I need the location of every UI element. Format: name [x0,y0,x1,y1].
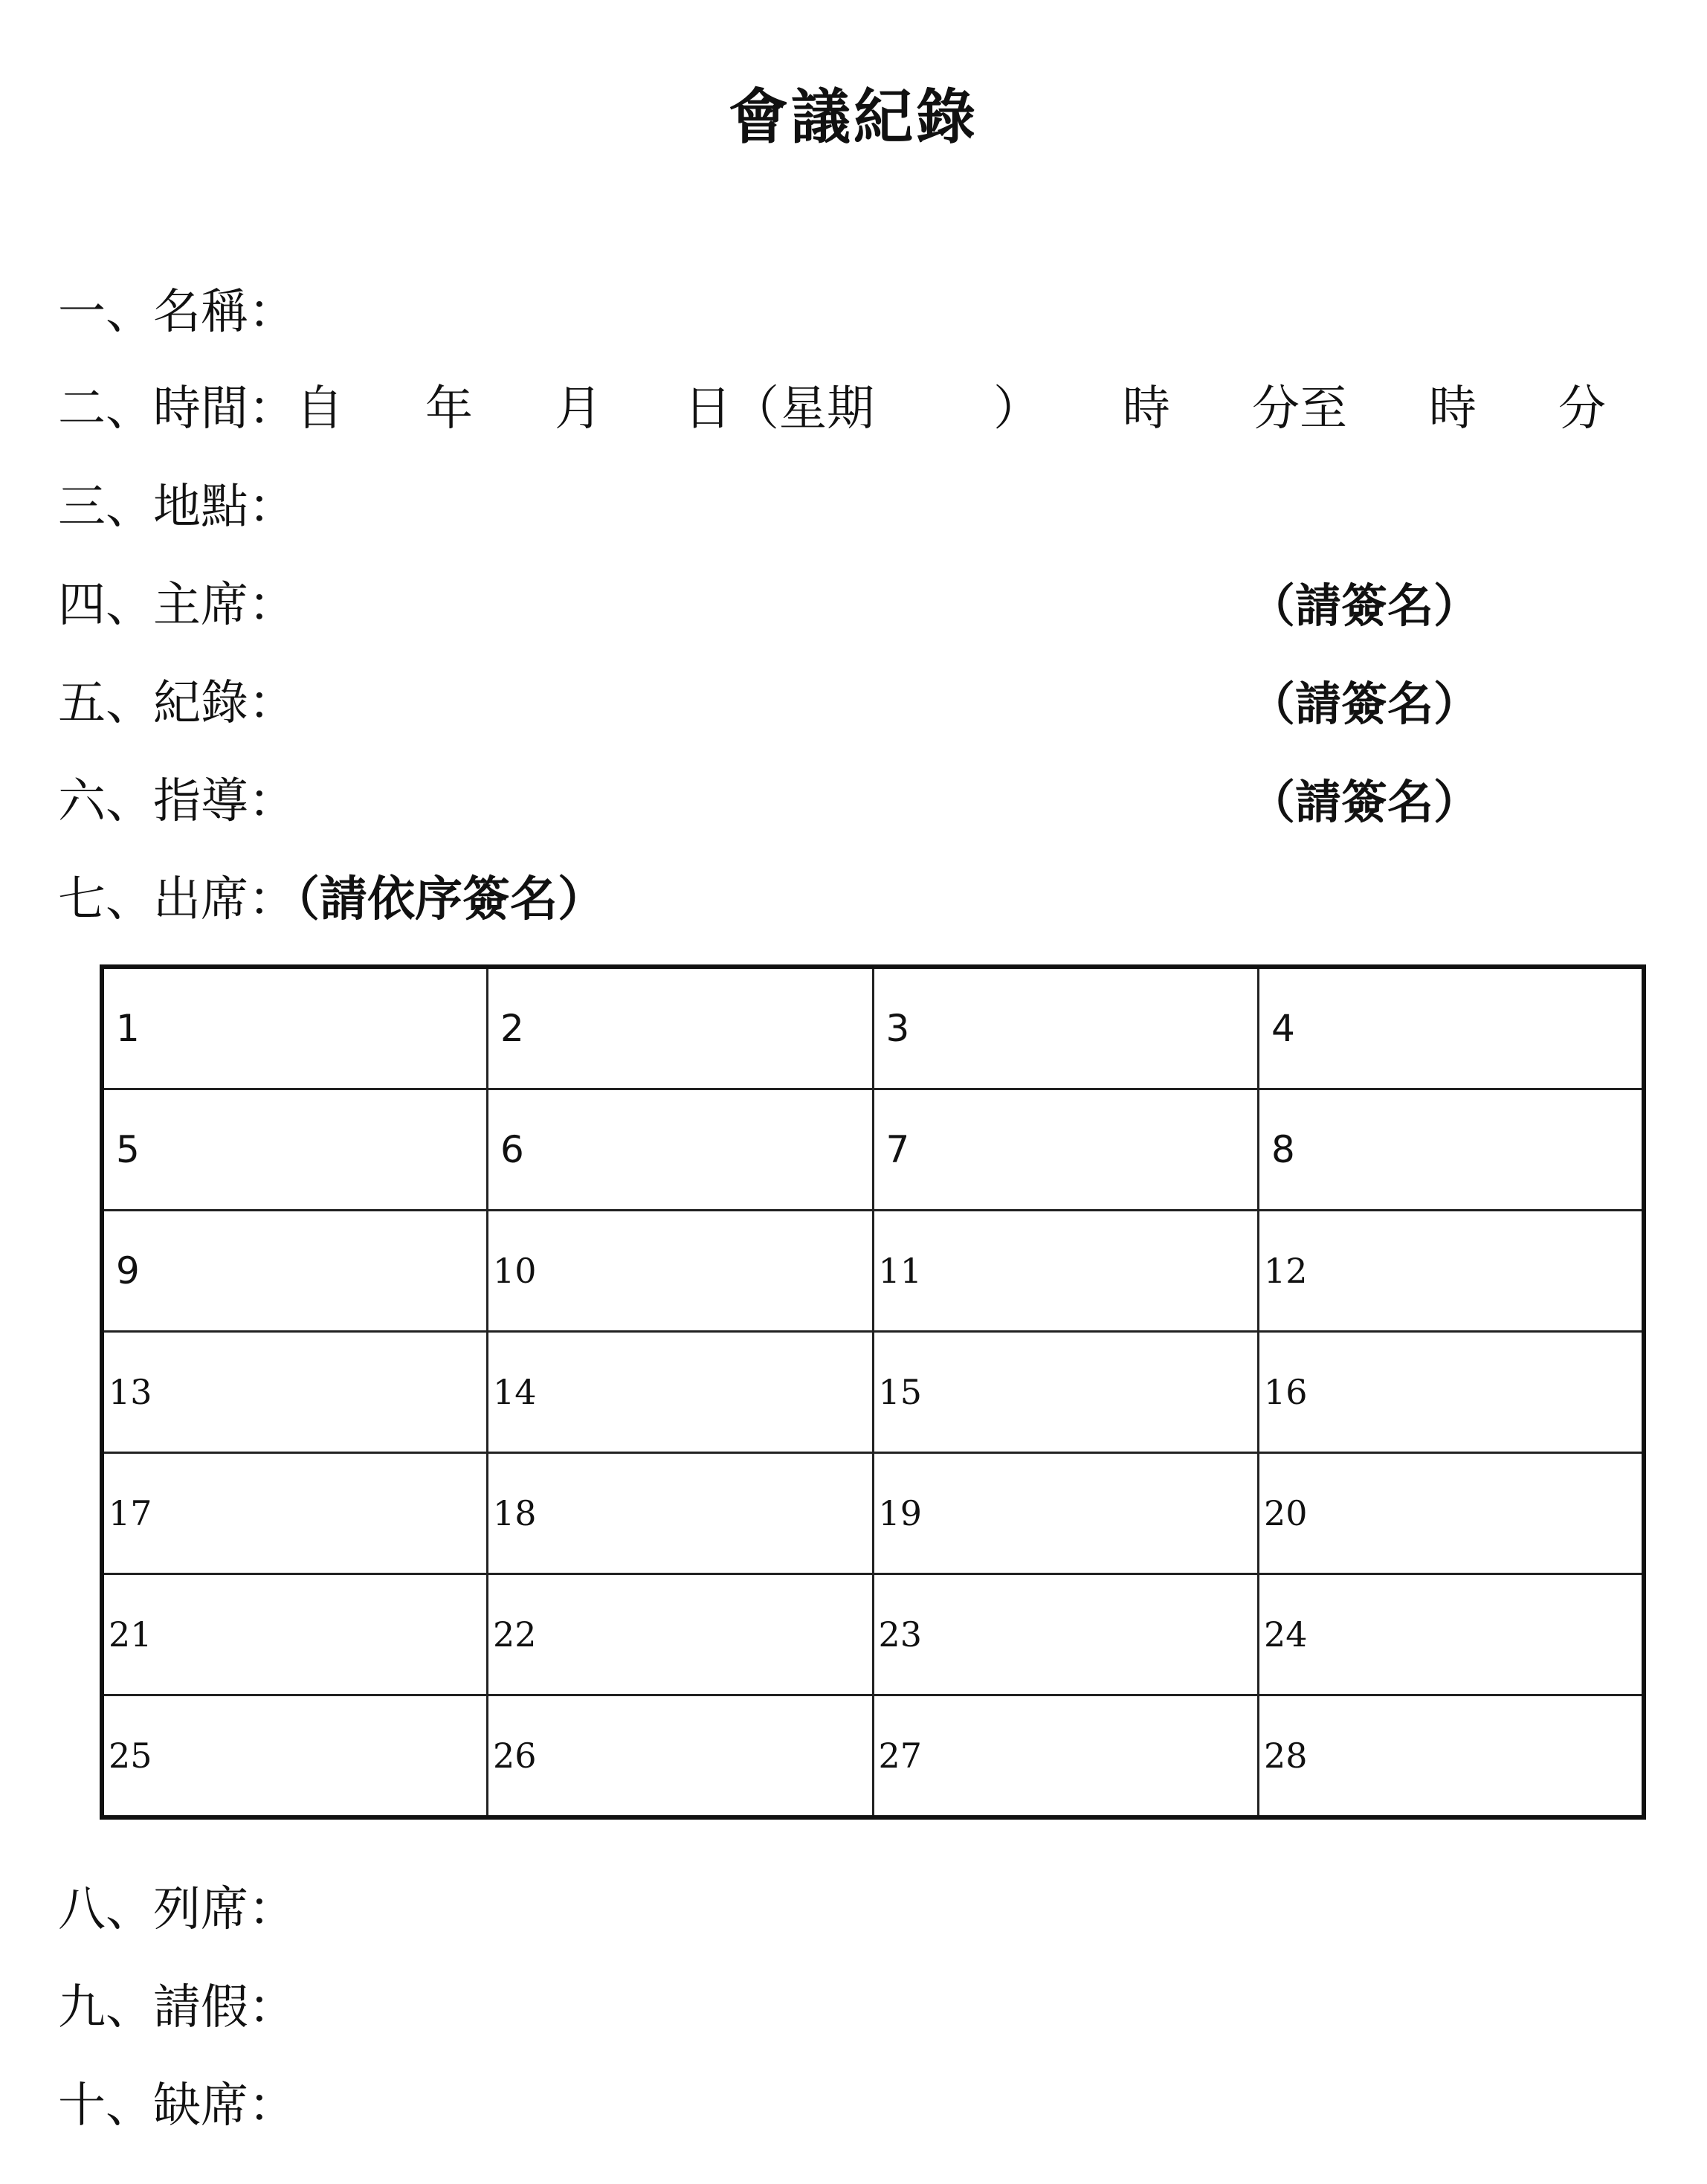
table-row [102,967,1644,1089]
signature-cell[interactable]: 15 [873,1332,1259,1453]
signature-cell[interactable]: 7 [873,1089,1259,1211]
signature-cell[interactable]: 12 [1259,1211,1645,1332]
table-row [102,1089,1644,1211]
attendance-signature-grid [100,964,1646,1820]
attendance-field [58,872,605,927]
chair-field[interactable]: 四、主席： [58,578,296,633]
table-row [102,1574,1644,1695]
advisor-field[interactable]: 六、指導： [58,774,296,829]
signature-cell[interactable]: 13 [102,1332,488,1453]
recorder-sign-note: （請簽名） [1249,677,1480,731]
signature-cell[interactable]: 27 [873,1695,1259,1818]
signature-cell[interactable]: 21 [102,1574,488,1695]
name-field[interactable]: 一、名稱： [58,285,296,340]
time-field[interactable] [58,381,1649,437]
signature-cell[interactable]: 19 [873,1453,1259,1574]
signature-cell[interactable]: 9 [102,1211,488,1332]
time-minute-to: 分至 [1252,381,1347,437]
signature-cell[interactable]: 10 [488,1211,874,1332]
signature-cell[interactable]: 20 [1259,1453,1645,1574]
signature-cell[interactable]: 23 [873,1574,1259,1695]
signature-cell[interactable]: 4 [1259,967,1645,1089]
signature-cell[interactable]: 1 [102,967,488,1089]
signature-cell[interactable]: 18 [488,1453,874,1574]
table-row [102,1332,1644,1453]
time-hour-start: 時 [1123,381,1170,437]
signature-cell[interactable]: 28 [1259,1695,1645,1818]
leave-field[interactable]: 九、請假： [58,1980,296,2035]
table-row [102,1453,1644,1574]
place-field[interactable]: 三、地點： [58,480,296,535]
signature-cell[interactable]: 11 [873,1211,1259,1332]
time-minute-end: 分 [1558,381,1606,437]
absent-field[interactable]: 十、缺席： [58,2078,296,2133]
signature-cell[interactable]: 25 [102,1695,488,1818]
time-label: 二、時間： [58,381,296,437]
chair-sign-note: （請簽名） [1249,579,1480,633]
time-weekday-close: ） [993,381,1041,437]
page-title: 會議紀錄 [729,83,978,152]
table-row [102,1695,1644,1818]
table-row [102,1211,1644,1332]
signature-cell[interactable]: 22 [488,1574,874,1695]
time-day-weekday: 日（星期 [684,381,874,437]
advisor-sign-note: （請簽名） [1249,775,1480,829]
signature-cell[interactable]: 14 [488,1332,874,1453]
signature-cell[interactable]: 26 [488,1695,874,1818]
signature-cell[interactable]: 17 [102,1453,488,1574]
signature-cell[interactable]: 3 [873,967,1259,1089]
signature-cell[interactable]: 2 [488,967,874,1089]
recorder-field[interactable]: 五、紀錄： [58,676,296,731]
attendance-note: （請依序簽名） [296,872,605,927]
attendance-label: 七、出席： [58,872,296,927]
signature-cell[interactable]: 5 [102,1089,488,1211]
time-hour-end: 時 [1429,381,1477,437]
time-year: 年 [425,381,473,437]
signature-cell[interactable]: 6 [488,1089,874,1211]
time-from: 自 [296,381,343,437]
time-month: 月 [555,381,602,437]
observers-field[interactable]: 八、列席： [58,1882,296,1937]
signature-cell[interactable]: 8 [1259,1089,1645,1211]
signature-cell[interactable]: 24 [1259,1574,1645,1695]
signature-cell[interactable]: 16 [1259,1332,1645,1453]
